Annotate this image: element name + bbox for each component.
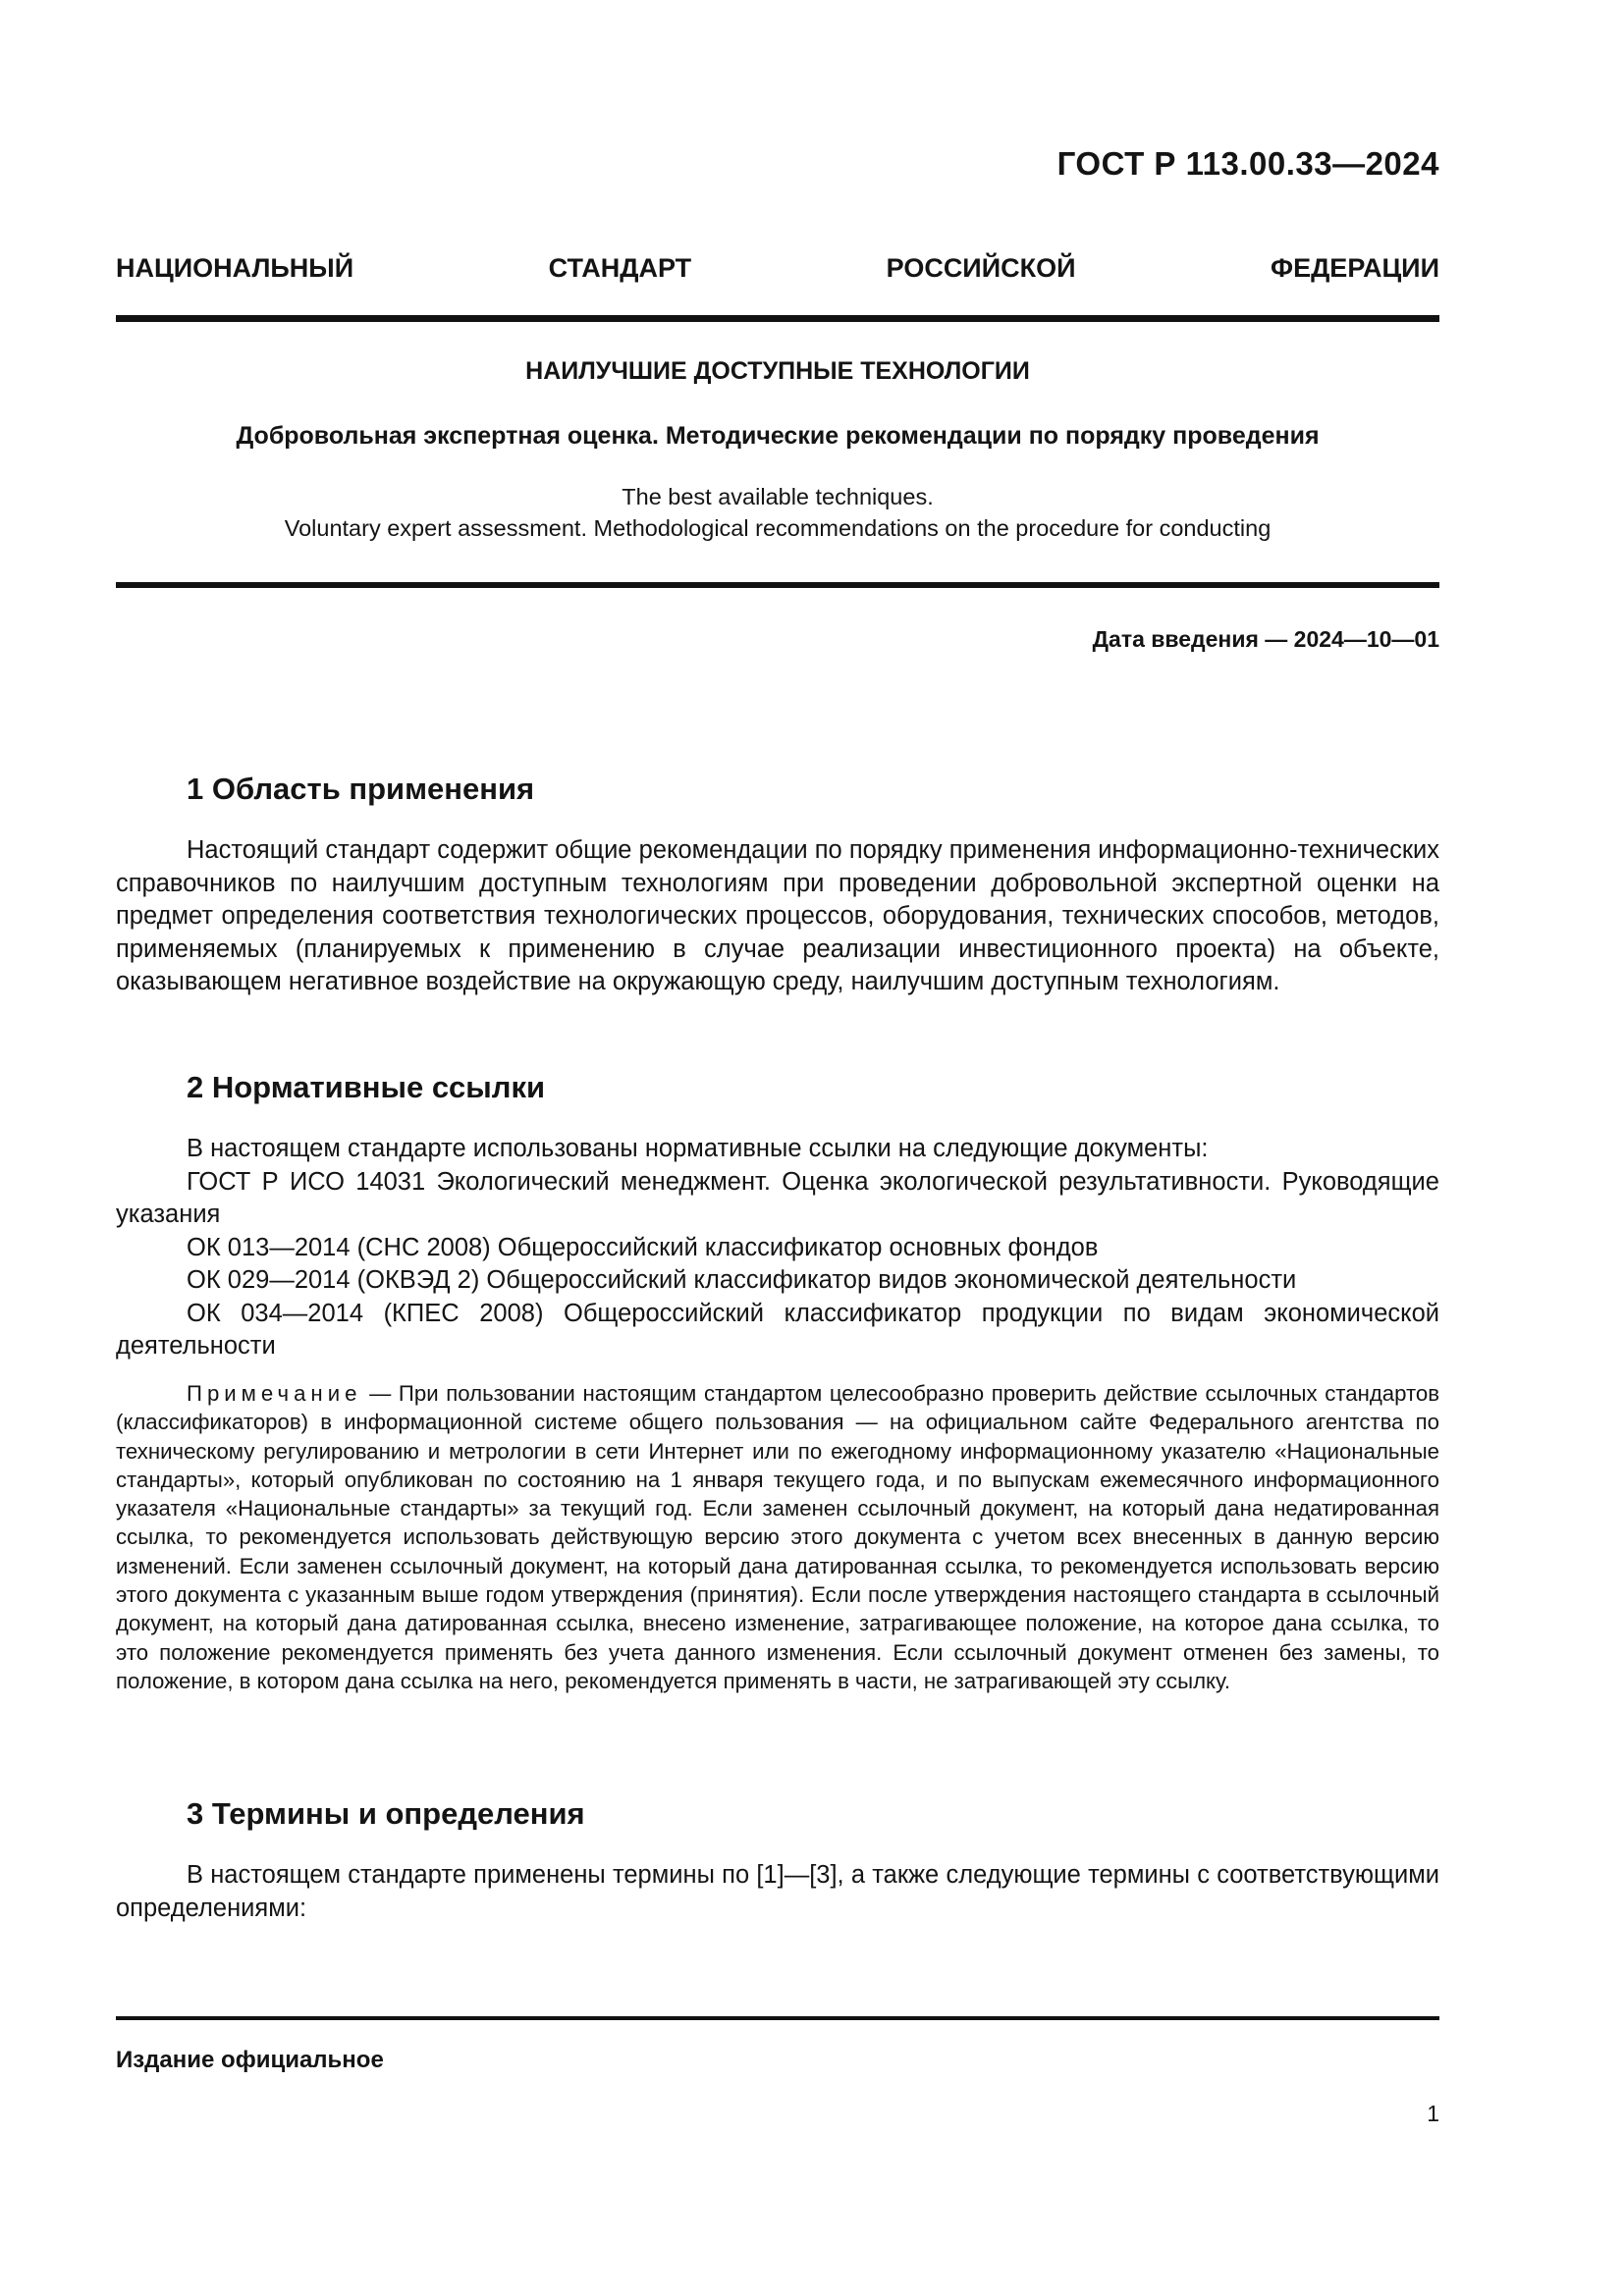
document-number: ГОСТ Р 113.00.33—2024	[1056, 145, 1439, 182]
section-2-line-4: ОК 029—2014 (ОКВЭД 2) Общероссийский классификатор видов экономической деятельности	[187, 1266, 1297, 1294]
section-1-body	[116, 834, 1439, 999]
note-paragraph	[116, 1379, 1439, 1695]
section-2-heading: 2 Нормативные ссылки	[187, 1070, 546, 1104]
section-2-line-5: ОК 034—2014 (КПЕС 2008) Общероссийский классификатор продукции по видам экономической деятельности	[116, 1299, 1439, 1360]
note-text: — При пользовании настоящим стандартом целесообразно проверить действие ссылочных стандартов (классификаторов) в информационной системе общего пользования — на официальном сайте Федерального агентства по техническому регулированию и метрологии в сети Интернет или по ежегодному информационному указателю «Национальные стандарты», который опубликован по состоянию на 1 января текущего года, и по выпускам ежемесячного информационного указателя «Национальные стандарты» за текущий год. Если заменен ссылочный документ, на который дана недатированная ссылка, то рекомендуется использовать действующую версию этого документа с учетом всех внесенных в данную версию изменений. Если заменен ссылочный документ, на который дана датированная ссылка, то рекомендуется использовать версию этого документа с указанным выше годом утверждения (принятия). Если после утверждения настоящего стандарта в ссылочный документ, на который дана датированная ссылка, внесено изменение, затрагивающее положение, на которое дана ссылка, то это положение рекомендуется применять без учета данного изменения. Если ссылочный документ отменен без замены, то положение, в котором дана ссылка на него, рекомендуется применять в части, не затрагивающей эту ссылку.	[116, 1381, 1439, 1693]
section-2-line-2: ГОСТ Р ИСО 14031 Экологический менеджмент. Оценка экологической результативности. Руководящие указания	[116, 1167, 1439, 1228]
introduction-date: Дата введения — 2024—10—01	[1092, 626, 1439, 652]
title-divider	[116, 582, 1439, 588]
document-subtitle: Добровольная экспертная оценка. Методические рекомендации по порядку проведения	[236, 422, 1320, 450]
document-title: НАИЛУЧШИЕ ДОСТУПНЫЕ ТЕХНОЛОГИИ	[525, 357, 1030, 385]
official-edition-label: Издание официальное	[116, 2047, 384, 2073]
section-2-note	[116, 1379, 1439, 1695]
footer-divider	[116, 2016, 1439, 2020]
section-3-paragraph: В настоящем стандарте применены термины по [1]—[3], а также следующие термины с соответствующими определениями:	[116, 1861, 1439, 1922]
section-3-heading: 3 Термины и определения	[187, 1796, 585, 1831]
section-3-body	[116, 1859, 1439, 1925]
english-title-line-1: The best available techniques.	[622, 484, 934, 509]
section-2-line-3: ОК 013—2014 (СНС 2008) Общероссийский классификатор основных фондов	[187, 1233, 1099, 1261]
note-label: Примечание	[187, 1381, 362, 1406]
section-2-body	[116, 1133, 1439, 1363]
top-divider	[116, 315, 1439, 322]
section-1-heading: 1 Область применения	[187, 772, 535, 806]
english-title	[116, 481, 1439, 544]
page-number: 1	[1427, 2101, 1439, 2126]
national-standard-banner: НАЦИОНАЛЬНЫЙ СТАНДАРТ РОССИЙСКОЙ ФЕДЕРАЦИИ	[116, 253, 1439, 283]
section-2-line-1: В настоящем стандарте использованы нормативные ссылки на следующие документы:	[187, 1135, 1209, 1162]
section-1-paragraph: Настоящий стандарт содержит общие рекомендации по порядку применения информационно-технических справочников по наилучшим доступным технологиям при проведении добровольной экспертной оценки на предмет определения соответствия технологических процессов, оборудования, технических способов, методов, применяемых (планируемых к применению в случае реализации инвестиционного проекта) на объекте, оказывающем негативное воздействие на окружающую среду, наилучшим доступным технологиям.	[116, 836, 1439, 995]
english-title-line-2: Voluntary expert assessment. Methodological recommendations on the procedure for conducting	[284, 515, 1272, 541]
